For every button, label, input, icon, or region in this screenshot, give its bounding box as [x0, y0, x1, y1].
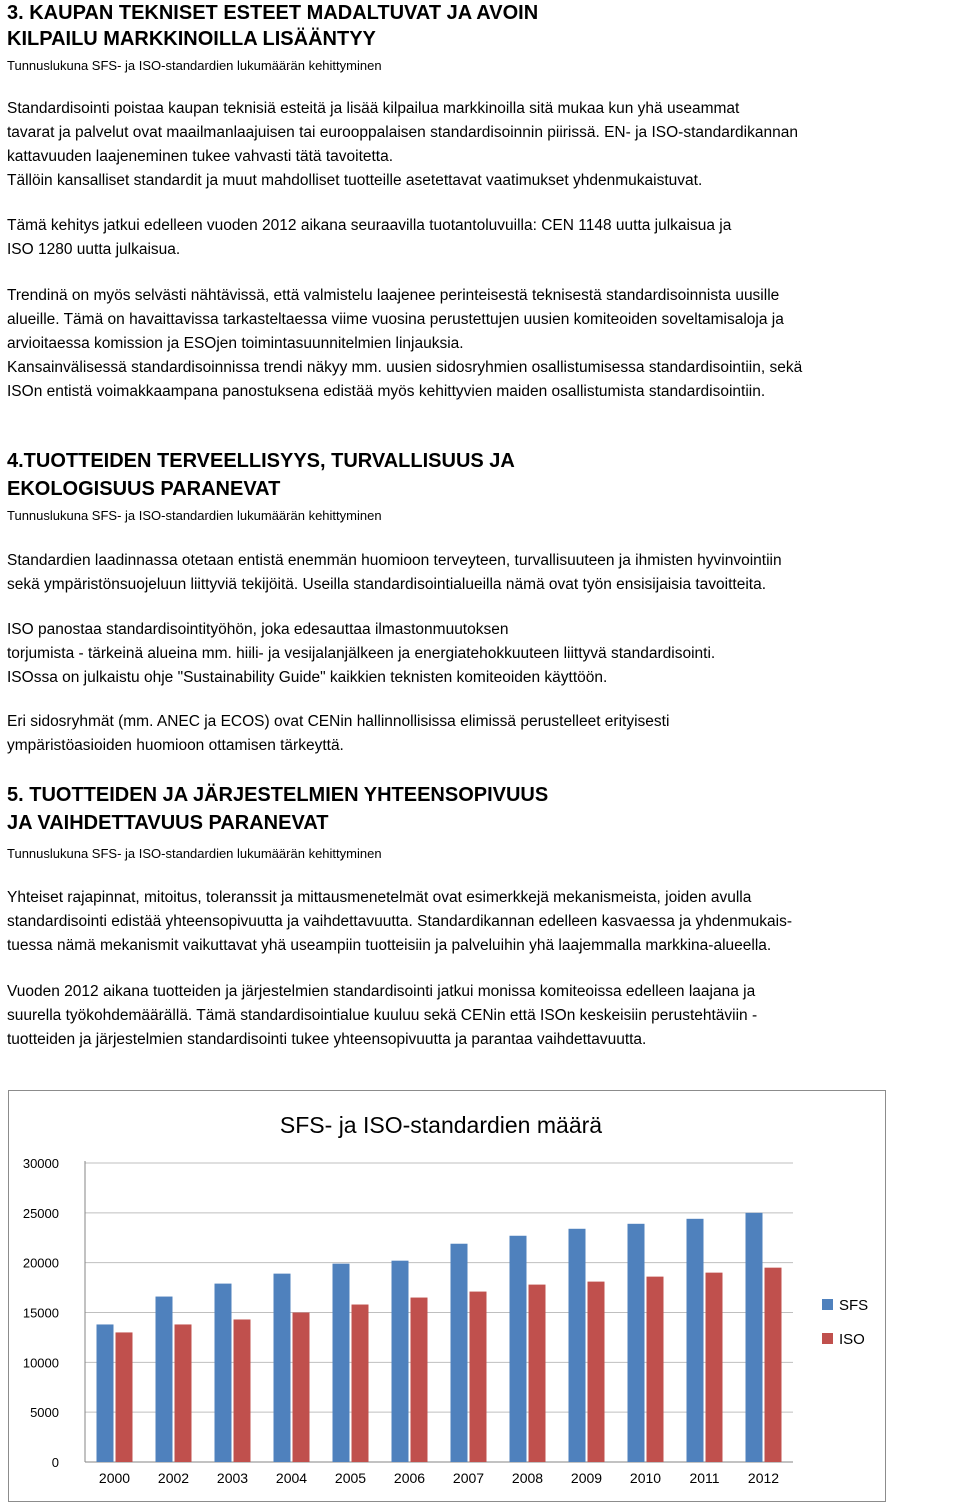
- section3-paragraph-2: [7, 214, 957, 262]
- bar-sfs-2004: [274, 1274, 291, 1462]
- section3-subtitle: Tunnuslukuna SFS- ja ISO-standardien lukumäärän kehittyminen: [7, 58, 382, 73]
- x-tick-label: 2003: [216, 1470, 249, 1486]
- text-line: Standardien laadinnassa otetaan entistä enemmän huomioon terveyteen, turvallisuuteen ja ihmisten hyvinvointiin: [7, 552, 782, 569]
- x-tick-label: 2006: [393, 1470, 426, 1486]
- bar-sfs-2003: [215, 1284, 232, 1462]
- x-tick-label: 2004: [275, 1470, 308, 1486]
- text-line: Vuoden 2012 aikana tuotteiden ja järjestelmien standardisointi jatkui monissa komiteoissa edelleen laajana ja: [7, 983, 756, 1000]
- legend-swatch-sfs: [822, 1299, 833, 1310]
- bar-iso-2009: [588, 1282, 605, 1462]
- text-line: tavarat ja palvelut ovat maailmanlaajuisen tai eurooppalaisen standardisoinnin piirissä. EN- ja ISO-standardikannan: [7, 124, 798, 141]
- bar-iso-2010: [647, 1277, 664, 1462]
- bar-iso-2007: [470, 1292, 487, 1462]
- section5-subtitle: Tunnuslukuna SFS- ja ISO-standardien lukumäärän kehittyminen: [7, 846, 382, 861]
- section4-paragraph-1: [7, 549, 957, 597]
- x-tick-label: 2009: [570, 1470, 603, 1486]
- bar-sfs-2010: [628, 1224, 645, 1462]
- text-line: ISO panostaa standardisointityöhön, joka edesauttaa ilmastonmuutoksen: [7, 621, 509, 638]
- y-tick-label: 5000: [30, 1405, 59, 1421]
- x-tick-label: 2000: [98, 1470, 131, 1486]
- x-tick-label: 2011: [689, 1470, 720, 1486]
- x-tick-label: 2008: [511, 1470, 544, 1486]
- section3-title-line2: KILPAILU MARKKINOILLA LISÄÄNTYY: [7, 28, 376, 50]
- legend-swatch-iso: [822, 1333, 833, 1344]
- text-line: standardisointi edistää yhteensopivuutta ja vaihdettavuutta. Standardikannan edelleen kasvaessa ja yhdenmukais-: [7, 913, 792, 930]
- text-line: Tämä kehitys jatkui edelleen vuoden 2012 aikana seuraavilla tuotantoluvuilla: CEN 1148 uutta julkaisua ja: [7, 217, 732, 234]
- bar-sfs-2006: [392, 1261, 409, 1462]
- bar-sfs-2008: [510, 1236, 527, 1462]
- text-line: Yhteiset rajapinnat, mitoitus, toleranssit ja mittausmenetelmät ovat esimerkkejä mekanismeista, joiden avulla: [7, 889, 752, 906]
- x-tick-label: 2002: [157, 1470, 190, 1486]
- text-line: Tällöin kansalliset standardit ja muut mahdolliset tuotteille asetettavat vaatimukset yhdenmukaistuvat.: [7, 172, 703, 189]
- text-line: Kansainvälisessä standardisoinnissa trendi näkyy mm. uusien sidosryhmien osallistumisessa standardisointiin, sekä: [7, 359, 803, 376]
- section4-title-line2: EKOLOGISUUS PARANEVAT: [7, 478, 281, 500]
- bar-sfs-2000: [97, 1324, 114, 1462]
- y-tick-label: 10000: [22, 1355, 59, 1371]
- section5-paragraph-2: [7, 980, 957, 1052]
- section4-title-line1: 4.TUOTTEIDEN TERVEELLISYYS, TURVALLISUUS JA: [7, 450, 515, 472]
- text-line: Trendinä on myös selvästi nähtävissä, että valmistelu laajenee perinteisestä teknisestä standardisoinnista uusille: [7, 287, 780, 304]
- legend-label-iso: ISO: [839, 1331, 865, 1348]
- text-line: arvioitaessa komission ja ESOjen toimintasuunnitelmien linjauksia.: [7, 335, 464, 352]
- bar-sfs-2007: [451, 1244, 468, 1462]
- bar-iso-2012: [765, 1268, 782, 1462]
- text-line: Standardisointi poistaa kaupan teknisiä esteitä ja lisää kilpailua markkinoilla sitä mukaa kun yhä useammat: [7, 100, 740, 117]
- bar-iso-2006: [411, 1298, 428, 1462]
- bar-iso-2008: [529, 1285, 546, 1462]
- y-tick-label: 15000: [22, 1305, 59, 1321]
- bar-chart: [8, 1090, 886, 1502]
- text-line: Eri sidosryhmät (mm. ANEC ja ECOS) ovat CENin hallinnollisissa elimissä perustelleet erityisesti: [7, 713, 670, 730]
- text-line: torjumista - tärkeinä alueina mm. hiili- ja vesijalanjälkeen ja energiatehokkuuteen liittyvä standardisointi.: [7, 645, 716, 662]
- bar-iso-2011: [706, 1273, 723, 1462]
- bar-sfs-2011: [687, 1219, 704, 1462]
- bar-iso-2005: [352, 1305, 369, 1462]
- y-tick-label: 30000: [22, 1156, 59, 1171]
- section4-paragraph-3: [7, 710, 957, 758]
- bar-sfs-2012: [746, 1213, 763, 1462]
- text-line: ympäristöasioiden huomioon ottamisen tärkeyttä.: [7, 737, 344, 754]
- text-line: tuessa nämä mekanismit vaikuttavat yhä useampiin tuotteisiin ja palveluihin yhä laajemmalla markkina-alueella.: [7, 937, 772, 954]
- text-line: alueille. Tämä on havaittavissa tarkasteltaessa viime vuosina perustettujen uusien komiteoiden soveltamisaloja ja: [7, 311, 784, 328]
- bar-sfs-2002: [156, 1297, 173, 1462]
- chart-canvas: [9, 1091, 885, 1501]
- x-tick-label: 2012: [747, 1470, 780, 1486]
- y-tick-label: 20000: [22, 1255, 59, 1271]
- bar-iso-2002: [175, 1324, 192, 1462]
- section3-title-line1: 3. KAUPAN TEKNISET ESTEET MADALTUVAT JA AVOIN: [7, 2, 539, 24]
- section3-paragraph-1: [7, 97, 957, 193]
- legend-label-sfs: SFS: [839, 1297, 869, 1314]
- text-line: kattavuuden laajeneminen tukee vahvasti tätä tavoitetta.: [7, 148, 394, 165]
- section4-paragraph-2: [7, 618, 957, 690]
- bar-iso-2000: [116, 1332, 133, 1462]
- bar-sfs-2009: [569, 1229, 586, 1462]
- text-line: suurella työkohdemäärällä. Tämä standardisointialue kuuluu sekä CENin että ISOn keskeisiin perustehtäviin -: [7, 1007, 758, 1024]
- text-line: sekä ympäristönsuojeluun liittyviä tekijöitä. Useilla standardisointialueilla nämä ovat työn ensisijaisia tavoitteita.: [7, 576, 767, 593]
- text-line: ISOssa on julkaistu ohje "Sustainability Guide" kaikkien teknisten komiteoiden käyttöön.: [7, 669, 608, 686]
- text-line: ISO 1280 uutta julkaisua.: [7, 241, 181, 258]
- x-tick-label: 2010: [629, 1470, 662, 1486]
- bar-sfs-2005: [333, 1264, 350, 1462]
- text-line: tuotteiden ja järjestelmien standardisointi tukee yhteensopivuutta ja parantaa vaihdettavuutta.: [7, 1031, 647, 1048]
- section3-paragraph-3: [7, 284, 957, 404]
- x-tick-label: 2007: [452, 1470, 485, 1486]
- text-line: ISOn entistä voimakkaampana panostuksena edistää myös kehittyvien maiden osallistumista standardisointiin.: [7, 383, 766, 400]
- chart-title: SFS- ja ISO-standardien määrä: [279, 1112, 603, 1138]
- bar-iso-2003: [234, 1319, 251, 1462]
- section5-paragraph-1: [7, 886, 957, 958]
- section5-title-line2: JA VAIHDETTAVUUS PARANEVAT: [7, 812, 329, 834]
- x-tick-label: 2005: [334, 1470, 367, 1486]
- section5-title-line1: 5. TUOTTEIDEN JA JÄRJESTELMIEN YHTEENSOPIVUUS: [7, 784, 549, 806]
- y-tick-label: 0: [51, 1455, 59, 1470]
- bar-iso-2004: [293, 1313, 310, 1463]
- section4-subtitle: Tunnuslukuna SFS- ja ISO-standardien lukumäärän kehittyminen: [7, 508, 382, 523]
- y-tick-label: 25000: [22, 1205, 59, 1221]
